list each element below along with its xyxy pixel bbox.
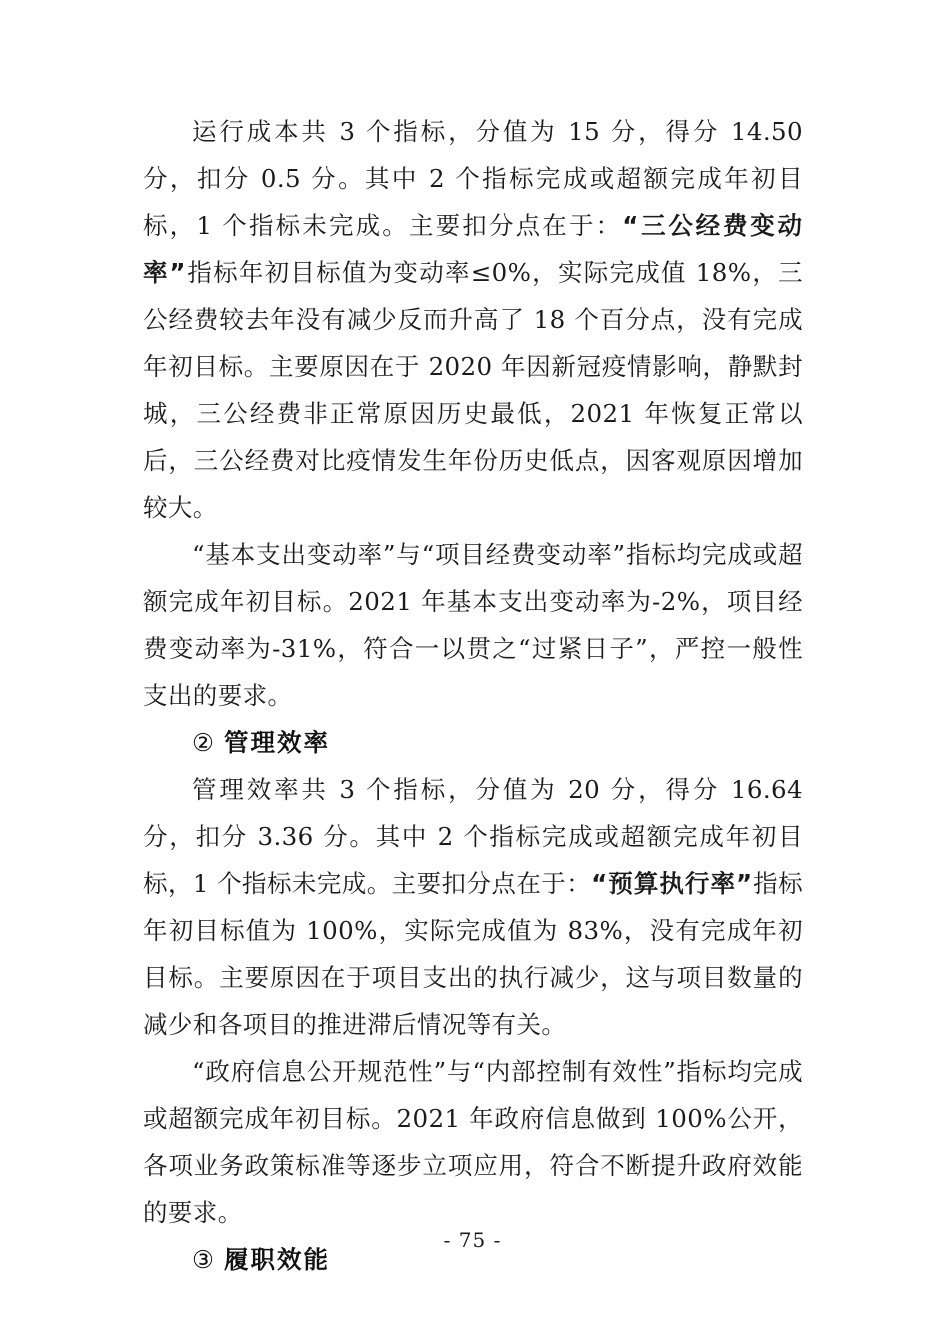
paragraph-operating-cost: [143, 108, 803, 531]
paragraph-basic-expenditure: [143, 531, 803, 719]
emphasis-three-public-funds: “三公经费变动率”: [143, 211, 803, 287]
heading-number: ②: [192, 728, 214, 757]
heading-label: 履职效能: [223, 1245, 330, 1274]
emphasis-budget-execution-rate: “预算执行率”: [591, 869, 754, 898]
heading-number: ③: [192, 1245, 214, 1274]
heading-management-efficiency: [143, 719, 803, 766]
paragraph-government-info-disclosure: [143, 1048, 803, 1236]
page-content: [143, 108, 803, 1283]
heading-label: 管理效率: [223, 728, 330, 757]
paragraph-management-efficiency: [143, 766, 803, 1048]
paragraph-text: 管理效率共 3 个指标，分值为 20 分，得分 16.64 分，扣分 3.36 分。其中 2 个指标完成或超额完成年初目标，1 个指标未完成。主要扣分点在于：: [143, 775, 803, 898]
paragraph-text-tail: 指标年初目标值为变动率≤0%，实际完成值 18%，三公经费较去年没有减少反而升高了 18 个百分点，没有完成年初目标。主要原因在于 2020 年因新冠疫情影响，静默封城，三公经费非正常原因历史最低，2021 年恢复正常以后，三公经费对比疫情发生年份历史低点，因客观原因增加较大。: [143, 258, 803, 522]
paragraph-text: “基本支出变动率”与“项目经费变动率”指标均完成或超额完成年初目标。2021 年基本支出变动率为-2%，项目经费变动率为-31%，符合一以贯之“过紧日子”，严控一般性支出的要求。: [143, 540, 803, 710]
page-number: - 75 -: [443, 1228, 502, 1252]
paragraph-text-tail: 指标年初目标值为 100%，实际完成值为 83%，没有完成年初目标。主要原因在于项目支出的执行减少，这与项目数量的减少和各项目的推进滞后情况等有关。: [143, 869, 803, 1039]
paragraph-text: 运行成本共 3 个指标，分值为 15 分，得分 14.50 分，扣分 0.5 分。其中 2 个指标完成或超额完成年初目标，1 个指标未完成。主要扣分点在于：: [143, 117, 803, 240]
paragraph-text: “政府信息公开规范性”与“内部控制有效性”指标均完成或超额完成年初目标。2021 年政府信息做到 100%公开，各项业务政策标准等逐步立项应用，符合不断提升政府效能的要求。: [143, 1057, 803, 1227]
